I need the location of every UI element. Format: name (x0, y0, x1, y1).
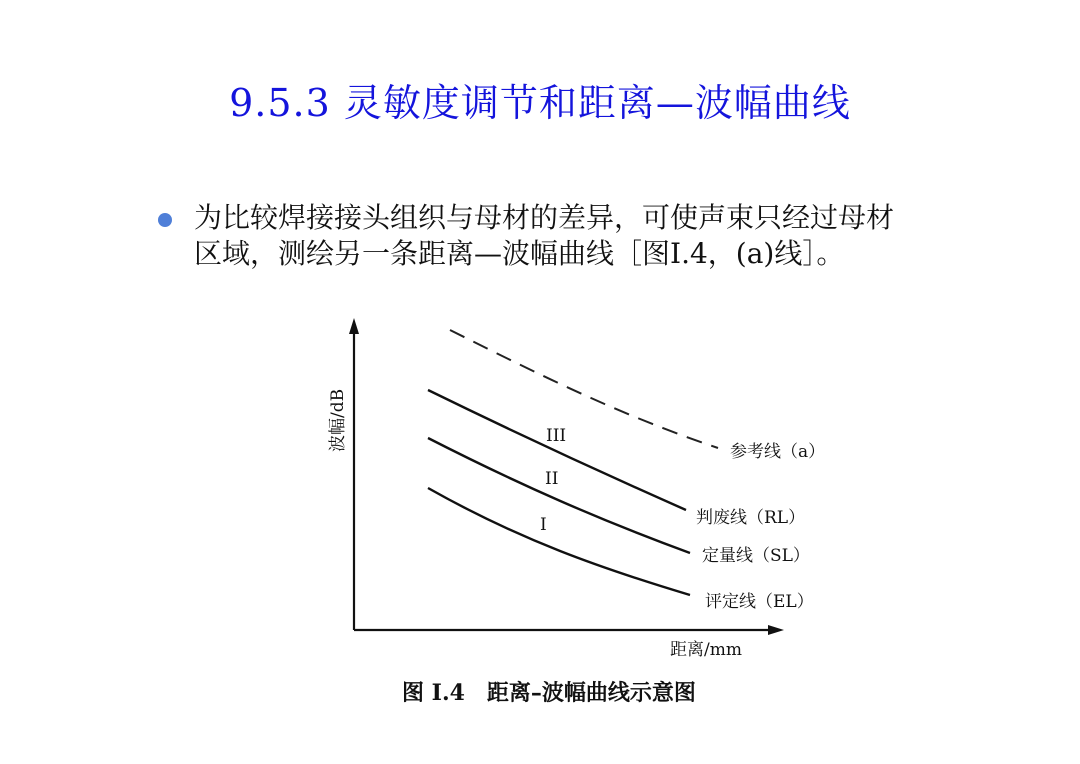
curve-rl (428, 390, 686, 510)
bullet-text: 为比较焊接接头组织与母材的差异，可使声束只经过母材区域，测绘另一条距离—波幅曲线［图I.4，(a)线］。 (194, 201, 895, 270)
curve-label-rl: 判废线（RL） (696, 508, 806, 528)
figure-caption: 图 I.4 距离–波幅曲线示意图 (402, 680, 696, 706)
curve-reference-a (450, 330, 718, 448)
zone-label-ii: II (545, 469, 559, 489)
zone-label-iii: III (546, 426, 567, 446)
x-axis-arrow-icon (768, 625, 784, 635)
curve-label-el: 评定线（EL） (705, 592, 814, 612)
curve-label-sl: 定量线（SL） (702, 546, 810, 566)
y-axis-label: 波幅/dB (328, 388, 348, 452)
curve-label-reference: 参考线（a） (730, 442, 826, 462)
y-axis-arrow-icon (349, 318, 359, 334)
zone-label-i: I (540, 515, 547, 535)
x-axis-label: 距离/mm (670, 640, 742, 660)
slide-title: 9.5.3 灵敏度调节和距离—波幅曲线 (229, 81, 851, 125)
curve-el (428, 488, 690, 595)
